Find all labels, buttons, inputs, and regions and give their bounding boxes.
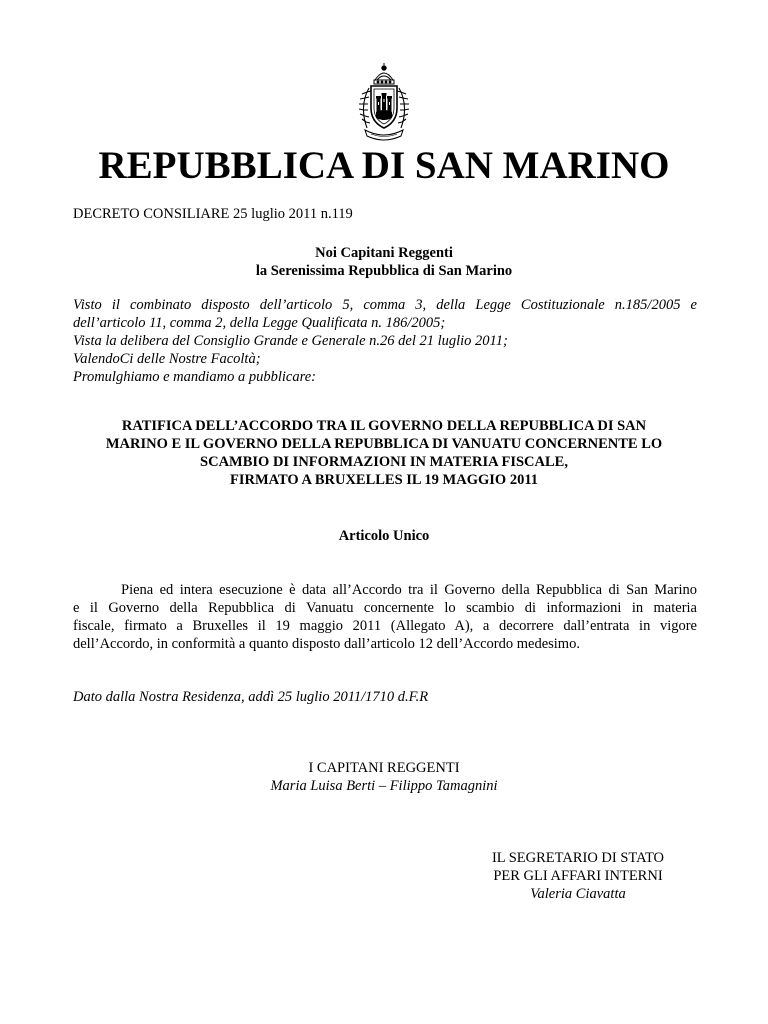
article-heading: Articolo Unico: [338, 528, 430, 544]
given-at-line: Dato dalla Nostra Residenza, addì 25 luglio 2011/1710 d.F.R: [73, 689, 429, 705]
article-body-line: dell’Accordo, in conformità a quanto disposto dall’articolo 12 dell’Accordo medesimo.: [73, 636, 580, 652]
preamble-line: Promulghiamo e mandiamo a pubblicare:: [73, 369, 316, 385]
preamble-line: dell’articolo 11, comma 2, della Legge Qualificata n. 186/2005;: [73, 315, 446, 331]
regents-line-1: Noi Capitani Reggenti: [315, 245, 453, 261]
preamble-line: Vista la delibera del Consiglio Grande e Generale n.26 del 21 luglio 2011;: [73, 333, 508, 349]
article-body-line: fiscale, firmato a Bruxelles il 19 maggio 2011 (Allegato A), a decorrere dall’entrata in vigore: [73, 618, 697, 634]
secretary-signature: [463, 849, 693, 903]
preamble: [73, 296, 697, 386]
regents-signature: [0, 759, 768, 795]
decree-title-line: MARINO E IL GOVERNO DELLA REPUBBLICA DI VANUATU CONCERNENTE LO: [105, 436, 663, 452]
decree-title-line: RATIFICA DELL’ACCORDO TRA IL GOVERNO DELLA REPUBBLICA DI SAN: [121, 418, 647, 434]
article-body-line: Piena ed intera esecuzione è data all’Accordo tra il Governo della Repubblica di San Marino: [121, 582, 697, 598]
page-title: REPUBBLICA DI SAN MARINO: [98, 144, 670, 187]
regents-heading: [0, 244, 768, 280]
decree-reference: DECRETO CONSILIARE 25 luglio 2011 n.119: [73, 206, 353, 222]
preamble-line: ValendoCi delle Nostre Facoltà;: [73, 351, 261, 367]
secretary-title-line-1: IL SEGRETARIO DI STATO: [491, 850, 665, 866]
regents-signature-title: I CAPITANI REGGENTI: [308, 760, 460, 776]
article-body-line: e il Governo della Repubblica di Vanuatu concernente lo scambio di informazioni in materia: [73, 600, 697, 616]
regents-signature-names: Maria Luisa Berti – Filippo Tamagnini: [270, 778, 498, 794]
regents-line-2: la Serenissima Repubblica di San Marino: [255, 263, 513, 279]
decree-title-line: FIRMATO A BRUXELLES IL 19 MAGGIO 2011: [229, 472, 539, 488]
article-body: [73, 581, 697, 653]
secretary-title-line-2: PER GLI AFFARI INTERNI: [493, 868, 663, 884]
san-marino-coat-of-arms-icon: [355, 62, 413, 142]
preamble-line: Visto il combinato disposto dell’articolo 5, comma 3, della Legge Costituzionale n.185/2005 e: [73, 297, 697, 313]
decree-title-line: SCAMBIO DI INFORMAZIONI IN MATERIA FISCALE,: [200, 454, 568, 470]
secretary-name: Valeria Ciavatta: [530, 886, 626, 902]
decree-title: [60, 417, 708, 489]
